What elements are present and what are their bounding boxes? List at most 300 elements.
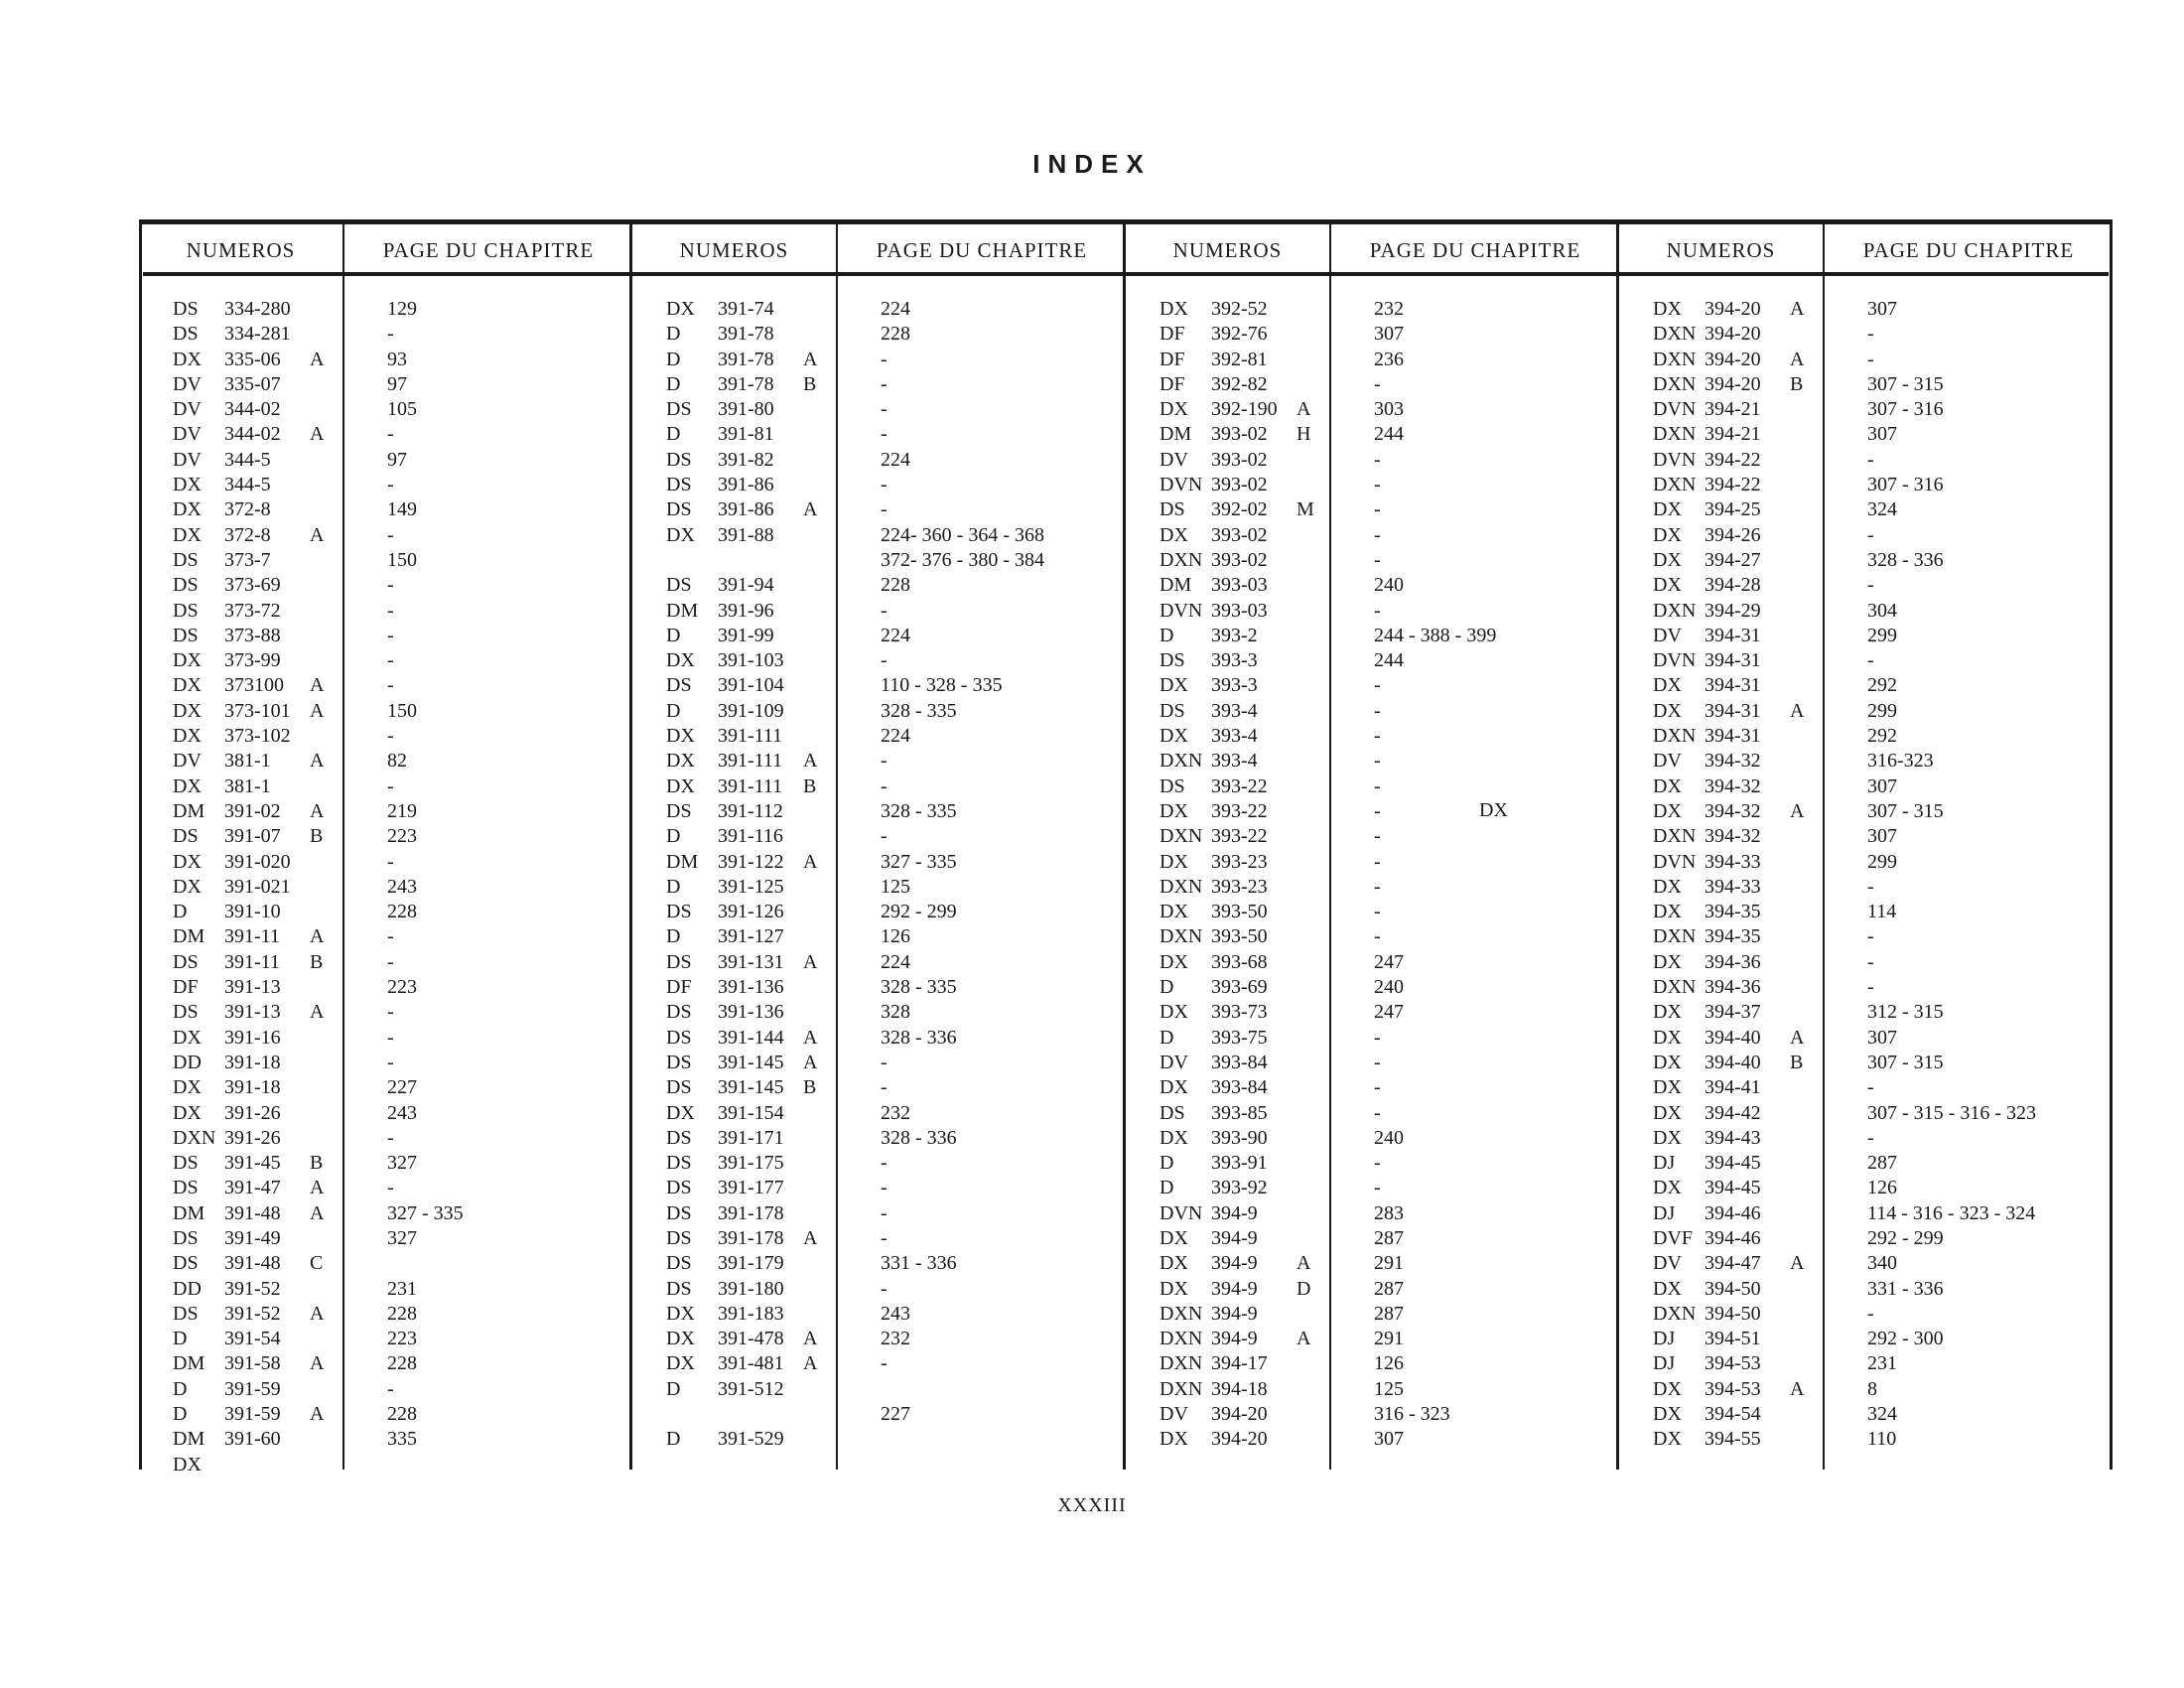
entry-number: 391-131 <box>718 950 784 973</box>
entry-page: - <box>881 1277 887 1300</box>
table-row <box>1619 648 2113 673</box>
table-row <box>632 1251 1126 1276</box>
entry-prefix: DF <box>1160 323 1185 346</box>
table-row <box>139 297 632 322</box>
entry-prefix: DX <box>1653 1126 1682 1149</box>
entry-page: - <box>1867 925 1874 948</box>
entry-page: 114 <box>1867 901 1897 923</box>
entry-prefix: D <box>666 699 681 722</box>
table-row <box>1126 1277 1619 1302</box>
entry-prefix: DS <box>173 1177 199 1199</box>
entry-prefix: DX <box>1653 774 1682 797</box>
entry-page: 244 - 388 - 399 <box>1374 624 1497 646</box>
entry-number: 391-178 <box>718 1201 784 1224</box>
entry-page: 93 <box>387 348 407 370</box>
entry-prefix: D <box>1160 624 1174 646</box>
entry-page: - <box>387 950 394 973</box>
table-row <box>1619 1251 2113 1276</box>
entry-prefix: DS <box>1160 1101 1185 1124</box>
entry-number: 391-45 <box>224 1152 281 1175</box>
table-row <box>1126 297 1619 322</box>
entry-page: 287 <box>1374 1302 1404 1325</box>
entry-page: - <box>881 372 887 395</box>
entry-prefix: DX <box>1653 1101 1682 1124</box>
entry-page: - <box>1374 774 1381 797</box>
table-row <box>632 1226 1126 1251</box>
entry-page: 299 <box>1867 850 1897 873</box>
entry-number: 394-26 <box>1705 523 1761 546</box>
table-row <box>139 1453 632 1477</box>
entry-prefix: DJ <box>1653 1201 1676 1224</box>
entry-number: 391-178 <box>718 1226 784 1249</box>
table-row <box>632 372 1126 397</box>
table-row <box>139 648 632 673</box>
entry-page: 307 - 315 - 316 - 323 <box>1867 1101 2036 1124</box>
table-row <box>139 699 632 724</box>
entry-number: 393-02 <box>1211 523 1268 546</box>
table-row <box>139 924 632 949</box>
entry-number: 394-20 <box>1705 372 1761 395</box>
table-row <box>139 975 632 1000</box>
table-row <box>139 473 632 497</box>
entry-page: - <box>1867 1126 1874 1149</box>
entry-page: 328 - 335 <box>881 699 957 722</box>
entry-number: 391-136 <box>718 1001 784 1024</box>
entry-prefix: DX <box>1653 950 1682 973</box>
entry-page: - <box>881 649 887 672</box>
entry-prefix: DXN <box>1653 976 1697 999</box>
entry-page: - <box>881 1226 887 1249</box>
entry-prefix: D <box>173 1377 188 1400</box>
table-row <box>1619 724 2113 749</box>
table-row <box>1619 473 2113 497</box>
entry-page: 126 <box>1374 1352 1404 1375</box>
entry-number: 391-58 <box>224 1352 281 1375</box>
entry-suffix: A <box>1790 1026 1805 1049</box>
table-row <box>1619 1226 2113 1251</box>
entry-prefix: D <box>666 1377 681 1400</box>
entry-prefix: DX <box>666 725 695 748</box>
entry-prefix: DX <box>1160 799 1188 822</box>
entry-page: - <box>881 1352 887 1375</box>
entry-number: 394-20 <box>1211 1403 1268 1426</box>
entry-number: 391-154 <box>718 1101 784 1124</box>
entry-number: 393-91 <box>1211 1152 1268 1175</box>
entry-page: 243 <box>387 875 417 898</box>
entry-prefix: DX <box>1653 1428 1682 1451</box>
entry-prefix: DVN <box>1160 599 1203 622</box>
table-row <box>632 1051 1126 1075</box>
entry-number: 391-122 <box>718 850 784 873</box>
entry-number: 394-40 <box>1705 1051 1761 1073</box>
entry-prefix: DX <box>1653 498 1682 521</box>
entry-page: 97 <box>387 448 407 471</box>
table-row <box>1126 497 1619 522</box>
entry-page: 327 - 335 <box>881 850 957 873</box>
entry-prefix: DVN <box>1653 649 1697 672</box>
entry-number: 394-50 <box>1705 1277 1761 1300</box>
entry-suffix: A <box>310 750 325 773</box>
entry-suffix: A <box>310 799 325 822</box>
table-row <box>632 1277 1126 1302</box>
index-block-3 <box>1126 224 1619 1470</box>
entry-number: 391-86 <box>718 474 774 496</box>
entry-prefix: DXN <box>1160 1377 1203 1400</box>
entry-number: 391-11 <box>224 925 280 948</box>
entry-page: - <box>1374 599 1381 622</box>
entry-prefix: DD <box>173 1051 202 1073</box>
entry-number: 394-25 <box>1705 498 1761 521</box>
entry-suffix: B <box>310 1152 324 1175</box>
entry-page: 129 <box>387 298 417 320</box>
entry-page: 224 <box>881 950 910 973</box>
table-row <box>1619 548 2113 573</box>
entry-page: - <box>1374 674 1381 697</box>
header-page-du-chapitre: PAGE DU CHAPITRE <box>1862 238 2075 262</box>
entry-prefix: DX <box>173 1101 202 1124</box>
table-row <box>139 1101 632 1126</box>
entry-number: 394-45 <box>1705 1177 1761 1199</box>
table-row <box>1126 1201 1619 1226</box>
table-row <box>1126 624 1619 648</box>
entry-page: - <box>1374 1026 1381 1049</box>
table-row <box>1126 1377 1619 1402</box>
table-row <box>632 422 1126 447</box>
entry-number: 373-102 <box>224 725 291 748</box>
table-row <box>632 1377 1126 1402</box>
table-row <box>1619 1302 2113 1327</box>
entry-prefix: DM <box>173 925 205 948</box>
entry-page: - <box>1867 523 1874 546</box>
entry-number: 393-23 <box>1211 875 1268 898</box>
entry-number: 391-116 <box>718 825 783 848</box>
entry-page: - <box>1374 750 1381 773</box>
entry-prefix: DM <box>173 799 205 822</box>
header-numeros: NUMEROS <box>186 238 296 262</box>
entry-prefix: DX <box>666 1302 695 1325</box>
table-row <box>632 699 1126 724</box>
entry-page: 227 <box>387 1076 417 1099</box>
table-row <box>1126 1075 1619 1100</box>
entry-page: - <box>387 850 394 873</box>
entry-number: 394-22 <box>1705 448 1761 471</box>
entry-page: 328 <box>881 1001 910 1024</box>
header-page-du-chapitre: PAGE DU CHAPITRE <box>1369 238 1581 262</box>
entry-suffix: H <box>1297 423 1311 446</box>
entry-page: 328 - 335 <box>881 976 957 999</box>
table-row <box>632 1201 1126 1226</box>
entry-prefix: DS <box>666 950 692 973</box>
entry-number: 391-104 <box>718 674 784 697</box>
entry-page: 307 <box>1374 1428 1404 1451</box>
entry-prefix: DX <box>173 774 202 797</box>
entry-prefix: D <box>666 372 681 395</box>
entry-page: 228 <box>881 574 910 597</box>
entry-prefix: D <box>173 1403 188 1426</box>
entry-page: 307 - 316 <box>1867 474 1944 496</box>
entry-page: 223 <box>387 825 417 848</box>
entry-number: 394-32 <box>1705 774 1761 797</box>
entry-prefix: D <box>173 901 188 923</box>
table-row <box>1619 1126 2113 1151</box>
entry-number: 394-33 <box>1705 850 1761 873</box>
entry-page: 327 <box>387 1226 417 1249</box>
entry-page: - <box>387 574 394 597</box>
entry-prefix: DS <box>666 799 692 822</box>
entry-page: 223 <box>387 976 417 999</box>
entry-prefix: DXN <box>1653 599 1697 622</box>
entry-prefix: D <box>1160 1026 1174 1049</box>
entry-prefix: DX <box>1160 1076 1188 1099</box>
entry-prefix: DV <box>173 448 202 471</box>
entry-page: 110 - 328 - 335 <box>881 674 1003 697</box>
table-row <box>1126 1126 1619 1151</box>
entry-prefix: DF <box>666 976 692 999</box>
index-block-1 <box>139 224 632 1476</box>
entry-page: 244 <box>1374 423 1404 446</box>
entry-number: 394-33 <box>1705 875 1761 898</box>
entry-prefix: D <box>666 323 681 346</box>
entry-page: - <box>1374 1076 1381 1099</box>
entry-page: - <box>387 674 394 697</box>
entry-prefix: DX <box>1160 1277 1188 1300</box>
entry-page: 243 <box>387 1101 417 1124</box>
entry-prefix: DV <box>173 750 202 773</box>
entry-prefix: DXN <box>1160 1352 1203 1375</box>
entry-suffix: A <box>803 1226 818 1249</box>
entry-page: 232 <box>1374 298 1404 320</box>
entry-number: 391-111 <box>718 774 783 797</box>
entry-prefix: DS <box>666 1201 692 1224</box>
entry-number: 391-74 <box>718 298 774 320</box>
entry-number: 394-54 <box>1705 1403 1761 1426</box>
entry-prefix: DS <box>666 474 692 496</box>
table-row <box>1619 422 2113 447</box>
entry-number: 391-54 <box>224 1328 281 1350</box>
table-row <box>1619 1000 2113 1025</box>
entry-number: 373-99 <box>224 649 281 672</box>
table-row <box>1619 1402 2113 1427</box>
entry-prefix: DXN <box>1653 1302 1697 1325</box>
entry-prefix: DX <box>1160 950 1188 973</box>
entry-number: 394-36 <box>1705 976 1761 999</box>
entry-number: 373100 <box>224 674 284 697</box>
entry-number: 391-59 <box>224 1403 281 1426</box>
table-row <box>632 950 1126 975</box>
table-row <box>139 850 632 875</box>
entry-page: - <box>1867 950 1874 973</box>
entry-number: 394-55 <box>1705 1428 1761 1451</box>
table-row <box>1126 1427 1619 1452</box>
entry-number: 394-41 <box>1705 1076 1761 1099</box>
entry-page: - <box>387 423 394 446</box>
entry-number: 391-78 <box>718 323 774 346</box>
entry-prefix: DX <box>173 674 202 697</box>
entry-number: 393-4 <box>1211 725 1258 748</box>
entry-page: 97 <box>387 372 407 395</box>
entry-page: - <box>881 750 887 773</box>
entry-page: 125 <box>881 875 910 898</box>
table-row <box>632 749 1126 774</box>
table-row <box>632 850 1126 875</box>
entry-number: 393-22 <box>1211 825 1268 848</box>
entry-page: 224 <box>881 624 910 646</box>
table-row <box>139 673 632 698</box>
entry-page: 244 <box>1374 649 1404 672</box>
entry-number: 394-42 <box>1705 1101 1761 1124</box>
entry-page: - <box>881 474 887 496</box>
entry-prefix: DX <box>173 725 202 748</box>
table-row <box>632 824 1126 849</box>
entry-page: - <box>387 774 394 797</box>
entry-prefix: DX <box>1653 674 1682 697</box>
table-row <box>632 1075 1126 1100</box>
entry-page: 307 <box>1374 323 1404 346</box>
entry-prefix: DX <box>666 774 695 797</box>
header-numeros: NUMEROS <box>1172 238 1283 262</box>
entry-page: 231 <box>387 1277 417 1300</box>
entry-page: 236 <box>1374 348 1404 370</box>
entry-number: 393-75 <box>1211 1026 1268 1049</box>
entry-prefix: DS <box>1160 649 1185 672</box>
entry-page: - <box>881 599 887 622</box>
table-row <box>139 724 632 749</box>
entry-prefix: DS <box>666 1277 692 1300</box>
entry-prefix: D <box>1160 976 1174 999</box>
entry-page: 307 - 316 <box>1867 398 1944 421</box>
entry-page: 105 <box>387 398 417 421</box>
entry-suffix: A <box>1790 1377 1805 1400</box>
entry-page: - <box>387 925 394 948</box>
entry-number: 394-32 <box>1705 825 1761 848</box>
entry-number: 391-183 <box>718 1302 784 1325</box>
entry-number: 381-1 <box>224 750 271 773</box>
entry-number: 393-50 <box>1211 901 1268 923</box>
entry-page: - <box>387 1001 394 1024</box>
entry-prefix: DX <box>1160 1226 1188 1249</box>
entry-page: - <box>1867 1076 1874 1099</box>
entry-suffix: A <box>310 674 325 697</box>
entry-number: 335-07 <box>224 372 281 395</box>
entry-number: 391-144 <box>718 1026 784 1049</box>
table-row <box>1126 648 1619 673</box>
entry-suffix: A <box>1297 1252 1311 1275</box>
entry-prefix: DXN <box>1160 875 1203 898</box>
entry-number: 392-52 <box>1211 298 1268 320</box>
table-row <box>632 648 1126 673</box>
entry-number: 394-21 <box>1705 398 1761 421</box>
entry-number: 391-02 <box>224 799 281 822</box>
entry-prefix: DX <box>173 699 202 722</box>
entry-prefix: DV <box>173 423 202 446</box>
entry-suffix: A <box>803 498 818 521</box>
entry-number: 394-35 <box>1705 925 1761 948</box>
entry-prefix: DS <box>666 448 692 471</box>
table-row <box>139 1251 632 1276</box>
entry-prefix: D <box>666 925 681 948</box>
table-row <box>632 1101 1126 1126</box>
table-row <box>632 1126 1126 1151</box>
entry-suffix: A <box>310 1403 325 1426</box>
entry-number: 373-69 <box>224 574 281 597</box>
entry-number: 394-46 <box>1705 1201 1761 1224</box>
table-row <box>139 372 632 397</box>
table-row <box>632 875 1126 900</box>
table-row <box>1619 1377 2113 1402</box>
table-row <box>1619 348 2113 372</box>
entry-prefix: DVN <box>1653 398 1697 421</box>
entry-page: - <box>387 649 394 672</box>
entry-number: 394-20 <box>1705 323 1761 346</box>
entry-page: - <box>881 398 887 421</box>
table-row <box>1619 1075 2113 1100</box>
entry-prefix: DX <box>1160 1252 1188 1275</box>
entry-suffix: A <box>803 1352 818 1375</box>
entry-prefix: DX <box>173 474 202 496</box>
entry-prefix: DX <box>173 875 202 898</box>
entry-prefix: DX <box>1653 901 1682 923</box>
table-row <box>1126 372 1619 397</box>
page-title: INDEX <box>1032 149 1152 179</box>
entry-page: 150 <box>387 699 417 722</box>
entry-prefix: DVN <box>1160 1201 1203 1224</box>
entry-number: 344-5 <box>224 474 271 496</box>
entry-page: - <box>387 1126 394 1149</box>
entry-number: 394-22 <box>1705 474 1761 496</box>
entry-prefix: DX <box>173 498 202 521</box>
table-row <box>139 448 632 473</box>
entry-prefix: DJ <box>1653 1352 1676 1375</box>
entry-number: 394-17 <box>1211 1352 1268 1375</box>
entry-suffix: A <box>310 1302 325 1325</box>
entry-page: - <box>1374 850 1381 873</box>
table-row <box>1126 599 1619 624</box>
table-row <box>1126 824 1619 849</box>
table-row <box>632 1026 1126 1051</box>
table-row <box>139 824 632 849</box>
entry-number: 391-26 <box>224 1126 281 1149</box>
entry-page: - <box>1374 1101 1381 1124</box>
entry-page: 307 <box>1867 1026 1897 1049</box>
entry-page: 307 - 315 <box>1867 1051 1944 1073</box>
entry-page: 232 <box>881 1101 910 1124</box>
entry-number: 393-73 <box>1211 1001 1268 1024</box>
entry-prefix: DS <box>666 901 692 923</box>
entry-prefix: DD <box>173 1277 202 1300</box>
entry-page: 287 <box>1867 1152 1897 1175</box>
entry-page: - <box>1374 474 1381 496</box>
entry-prefix: DF <box>1160 348 1185 370</box>
index-block-4 <box>1619 224 2113 1470</box>
entry-suffix: A <box>1790 799 1805 822</box>
entry-number: 391-112 <box>718 799 783 822</box>
entry-prefix: DS <box>666 398 692 421</box>
entry-page: 328 - 336 <box>881 1026 957 1049</box>
table-row <box>139 1176 632 1200</box>
entry-number: 391-145 <box>718 1051 784 1073</box>
table-row <box>1126 1026 1619 1051</box>
entry-suffix: A <box>803 1328 818 1350</box>
entry-number: 373-88 <box>224 624 281 646</box>
entry-page: 240 <box>1374 574 1404 597</box>
entry-number: 394-27 <box>1705 548 1761 571</box>
entry-page: - <box>1867 323 1874 346</box>
entry-prefix: DS <box>173 323 199 346</box>
entry-number: 391-78 <box>718 372 774 395</box>
entry-number: 394-51 <box>1705 1328 1761 1350</box>
entry-page: - <box>881 1051 887 1073</box>
entry-page: 292 - 299 <box>881 901 957 923</box>
